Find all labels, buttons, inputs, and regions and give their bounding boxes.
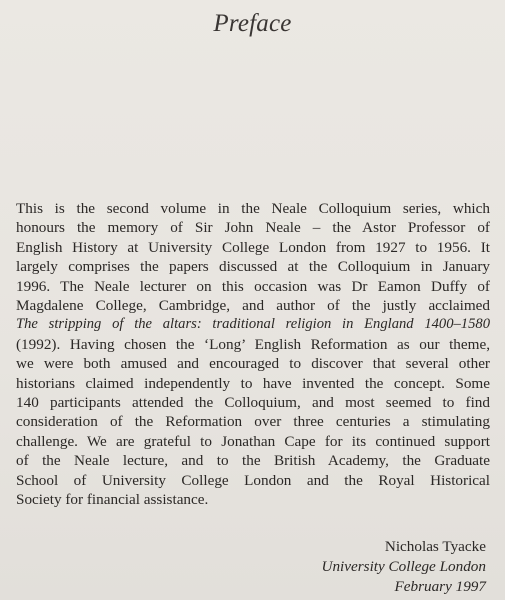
preface-body [16, 199, 490, 510]
body-line: This is the second volume in the Neale Colloquium series, which [16, 200, 490, 217]
body-line: challenge. We are grateful to Jonathan Cape for its continued support [16, 432, 490, 450]
body-line: Magdalene College, Cambridge, and author of the justly acclaimed [16, 297, 490, 315]
body-line: English History at University College London from 1927 to 1956. It [16, 238, 490, 256]
body-line: historians claimed independently to have invented the concept. Some [16, 374, 490, 392]
body-line: honours the memory of Sir John Neale – the Astor Professor of [16, 219, 490, 237]
body-line: School of University College London and the Royal Historical [16, 471, 490, 489]
body-line: of the Neale lecture, and to the British Academy, the Graduate [16, 452, 490, 470]
book-title-line: The stripping of the altars: traditional religion in England 1400–1580 [16, 316, 490, 333]
body-line: 140 participants attended the Colloquium, and most seemed to find [16, 394, 490, 412]
page-title: Preface [213, 10, 292, 37]
body-line: we were both amused and encouraged to discover that several other [16, 355, 490, 373]
author-name: Nicholas Tyacke [384, 538, 486, 555]
author-affiliation: University College London [321, 558, 486, 575]
body-line: (1992). Having chosen the ‘Long’ English Reformation as our theme, [16, 335, 490, 353]
body-line: consideration of the Reformation over three centuries a stimulating [16, 413, 490, 431]
signature-block [321, 537, 486, 597]
signature-date: February 1997 [394, 578, 486, 595]
body-line: 1996. The Neale lecturer on this occasion was Dr Eamon Duffy of [16, 277, 490, 295]
body-line: Society for financial assistance. [16, 491, 209, 509]
body-line: largely comprises the papers discussed at the Colloquium in January [16, 258, 490, 276]
